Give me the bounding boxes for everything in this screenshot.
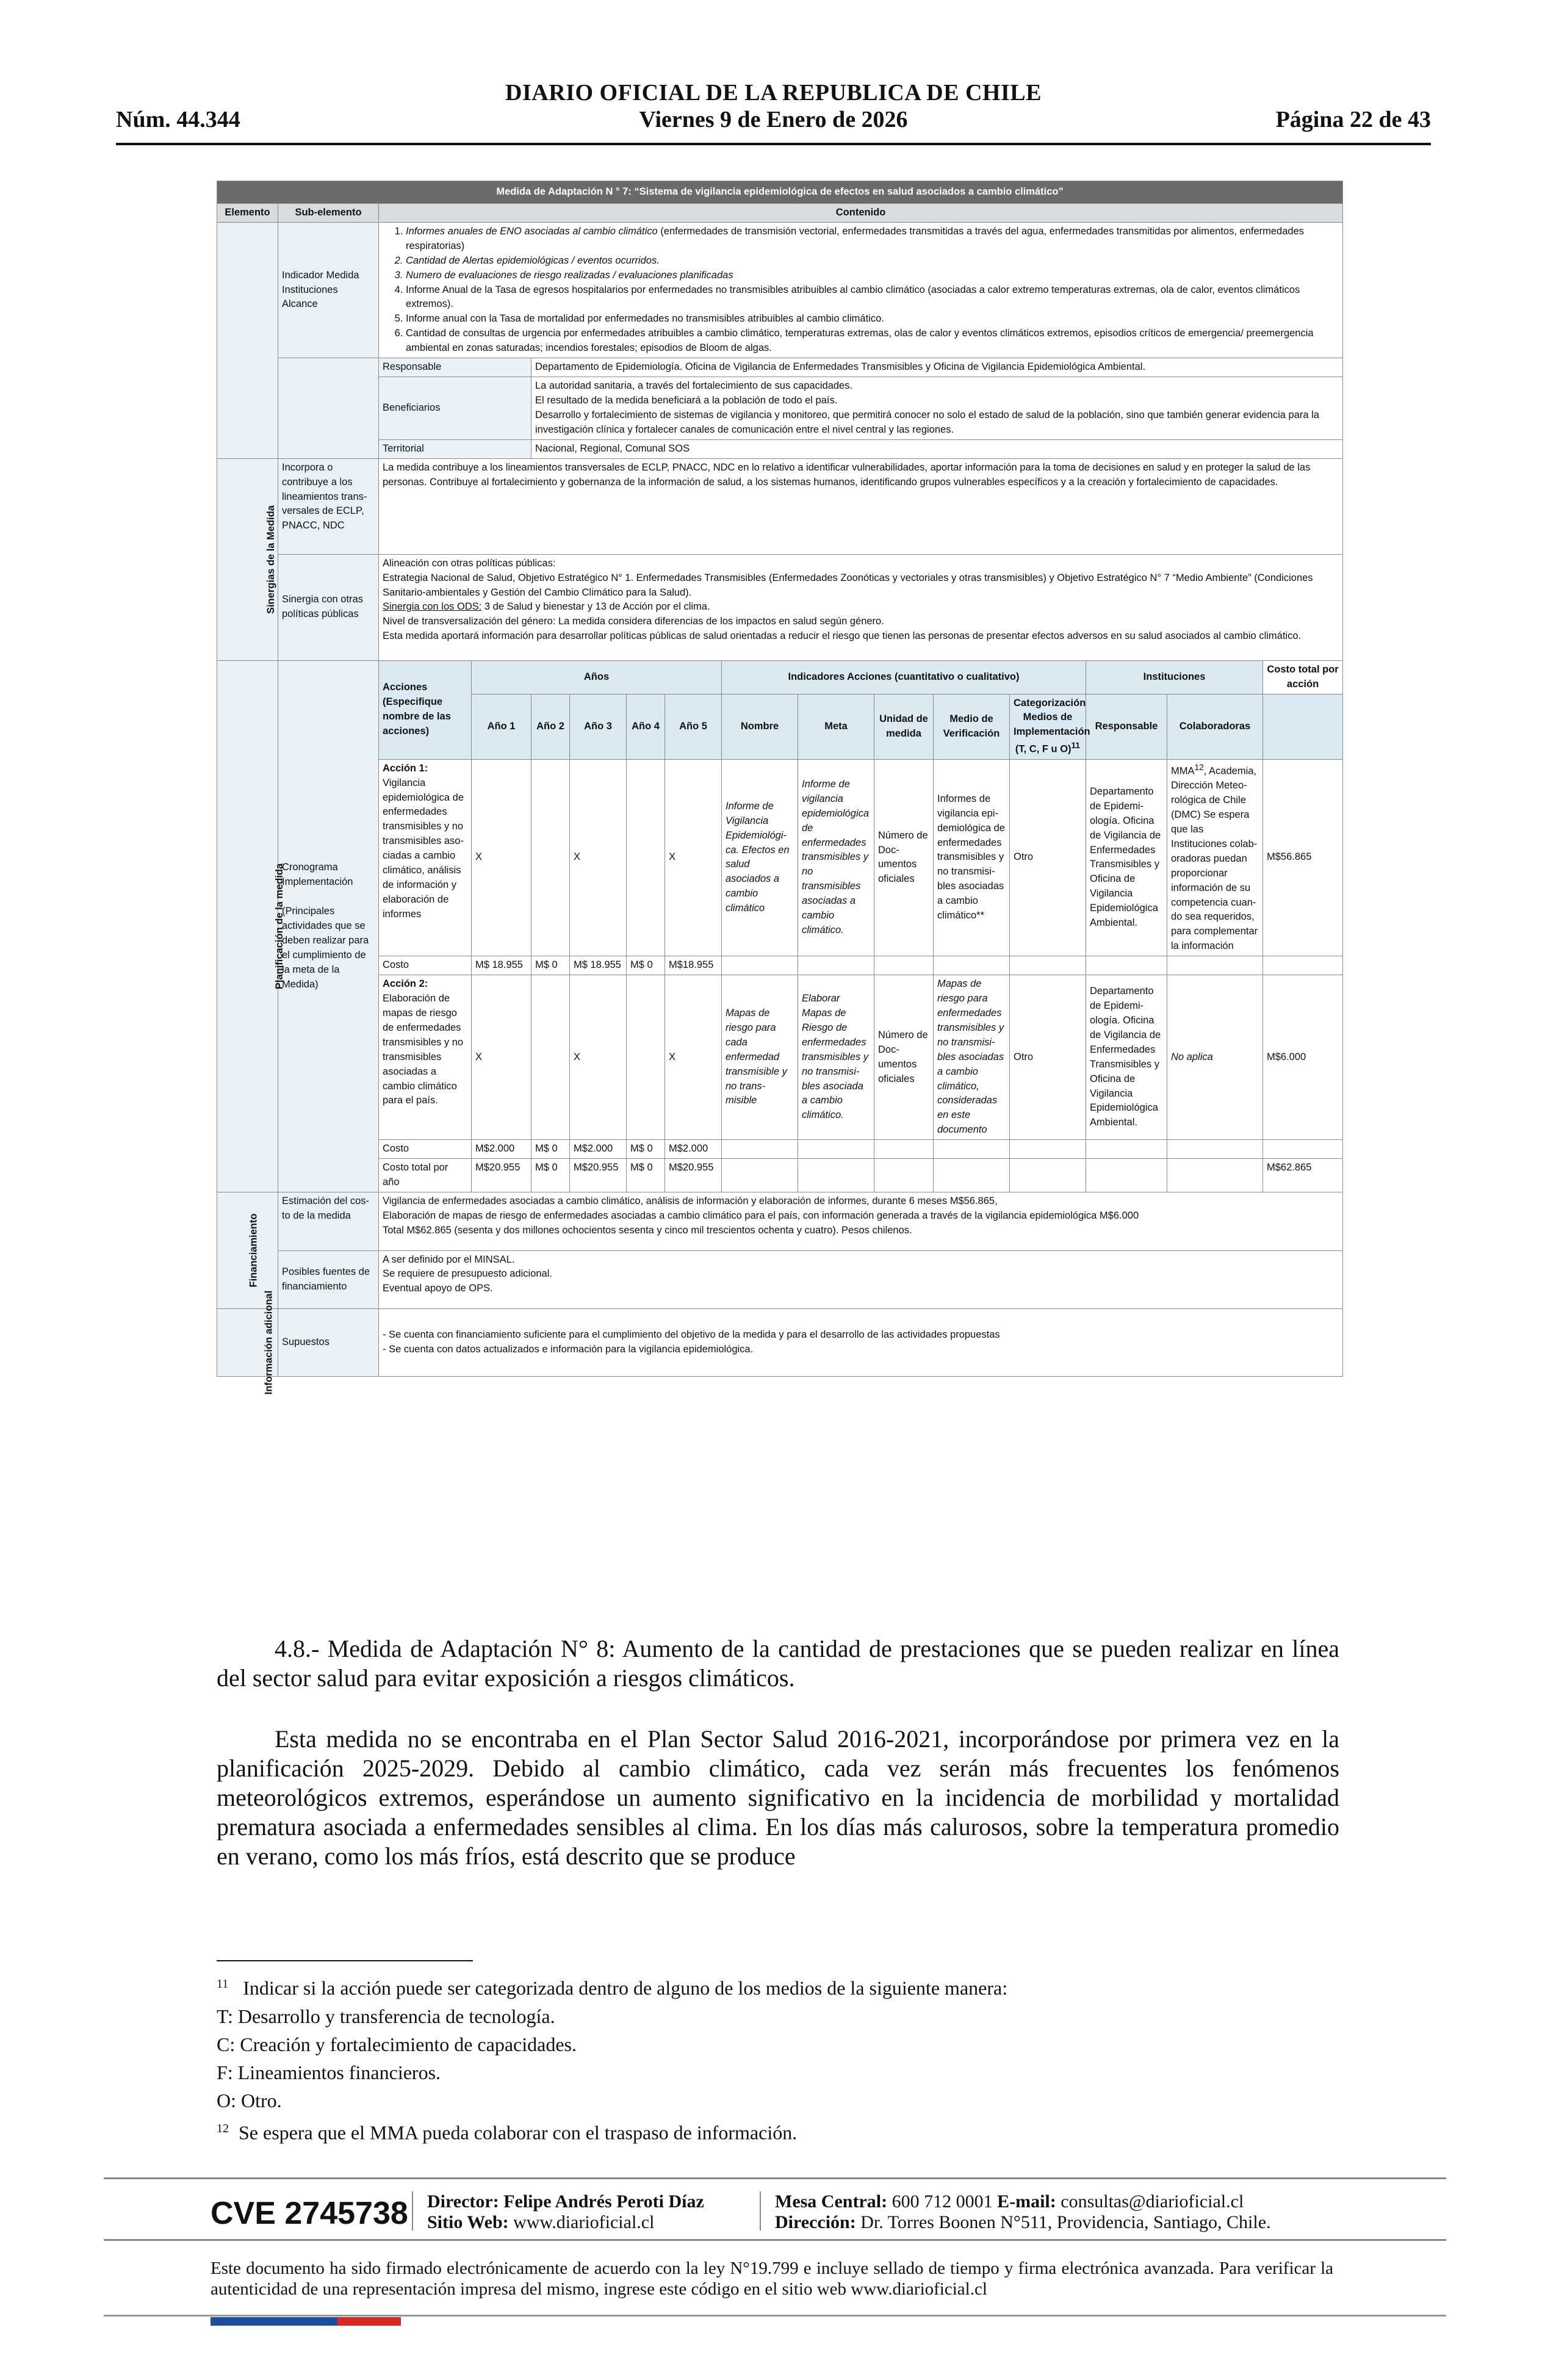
accion1-responsable: Departamento de Epidemi-ología. Oficina de Vigilancia de Enfermedades Transmisibles y Oficina de Vigilancia Epidemiológica Ambiental. — [1086, 759, 1167, 956]
costo-cell: M$ 0 — [531, 1140, 570, 1159]
responsable-label: Responsable — [379, 358, 531, 377]
hdr-nombre: Nombre — [722, 694, 798, 759]
hdr-meta: Meta — [798, 694, 874, 759]
flag-segment — [337, 2317, 401, 2326]
costo-total-cell: M$20.955 — [665, 1159, 722, 1192]
beneficiarios-value: La autoridad sanitaria, a través del fortalecimiento de sus capacidades. El resultado de la medida beneficiará a la población de todo el país. Desarrollo y fortalecimiento de sistemas de vigilancia y monitoreo, que permitirá conocer no solo el estado de salud de la población, sino que también generar evidencia para la investigación clínica y fortalecer canales de comunicación entre el nivel central y las regiones. — [531, 377, 1343, 440]
list-item: 5. Informe anual con la Tasa de mortalidad por enfermedades no transmisibles atribuibles al cambio climático. — [406, 312, 1339, 326]
indicadores-list — [379, 222, 1343, 358]
costo-cell: M$ 18.955 — [570, 956, 627, 975]
accion1-costo-total: M$56.865 — [1263, 759, 1343, 956]
page-number: Página 22 de 43 — [1275, 107, 1431, 132]
year-header: Año 1 — [472, 694, 531, 759]
table-row — [217, 1140, 1343, 1159]
accion1-cell: Acción 1: Vigilancia epidemiológica de enfermedades transmisibles y no transmisibles aso-ciadas a cambio climático, análisis de información y elaboración de informes — [379, 759, 472, 956]
accion2-costo-total: M$6.000 — [1263, 975, 1343, 1140]
footnote-11: $^{11}$ Indicar si la acción puede ser categorizada dentro de alguno de los medios de la siguiente manera: — [217, 1977, 1008, 1999]
costo-cell: M$ 0 — [627, 1140, 665, 1159]
accion1-unidad: Número de Doc-umentos oficiales — [874, 759, 934, 956]
year-mark: X — [472, 759, 531, 956]
year-mark — [627, 759, 665, 956]
table-title: Medida de Adaptación N ° 7: “Sistema de vigilancia epidemiológica de efectos en salud asociados a cambio climático” — [217, 181, 1343, 204]
costo-total-general: M$62.865 — [1263, 1159, 1343, 1192]
year-header: Año 5 — [665, 694, 722, 759]
footer-contact: Mesa Central: 600 712 0001 E-mail: consultas@diarioficial.cl Dirección: Dr. Torres Boonen N°511, Providencia, Santiago, Chile. — [775, 2191, 1271, 2232]
list-item: 3. Numero de evaluaciones de riesgo realizadas / evaluaciones planificadas — [406, 269, 1339, 283]
costo-cell: M$2.000 — [472, 1140, 531, 1159]
table-row — [217, 759, 1343, 956]
footer-divider — [412, 2191, 413, 2230]
accion2-responsable: Departamento de Epidemi-ología. Oficina de Vigilancia de Enfermedades Transmisibles y Oficina de Vigilancia Epidemiológica Ambiental. — [1086, 975, 1167, 1140]
footnote-item: T: Desarrollo y transferencia de tecnología. — [217, 2005, 555, 2027]
hdr-instituciones: Instituciones — [1086, 660, 1263, 694]
supuestos-text: - Se cuenta con financiamiento suficiente para el cumplimiento del objetivo de la medida y para el desarrollo de las actividades propuestas - Se cuenta con datos actualizados e información para la vigilancia epidemiológica. — [379, 1309, 1343, 1377]
costo-total-cell: M$ 0 — [531, 1159, 570, 1192]
list-item: 1. Informes anuales de ENO asociadas al cambio climático (enfermedades de transmisión vectorial, enfermedades transmitidas a través del agua, enfermedades transmitidas por alimentos, enfermedades respiratorias) — [406, 225, 1339, 254]
sinergia-text: Alineación con otras políticas públicas: Estrategia Nacional de Salud, Objetivo Estratégico N° 1. Enfermedades Transmisibles (Enfermedades Zoonóticas y vectoriales y otras transmisibles) y Objetivo Estratégico N° 7 “Medio Ambiente” (Condiciones Sanitario-ambientales y Gestión del Cambio Climático para la Salud). Sinergia con los ODS: 3 de Salud y bienestar y 13 de Acción por el clima. Nivel de transversalización del género: La medida considera diferencias de los impactos en salud según género. Esta medida aportará información para desarrollar políticas públicas de salud orientadas a reducir el riesgo que tienen las personas de presentar efectos adversos en su salud asociados al cambio climático. — [379, 554, 1343, 660]
costo-cell: M$ 0 — [531, 956, 570, 975]
costo-label: Costo — [379, 1140, 472, 1159]
hdr-unidad: Unidad de medida — [874, 694, 934, 759]
costo-label: Costo — [379, 956, 472, 975]
accion1-medio: Informes de vigilancia epi-demiológica de enfermedades transmisibles y no transmisi-bles asociadas a cambio climático** — [934, 759, 1010, 956]
costo-total-anio-label: Costo total por año — [379, 1159, 472, 1192]
accion2-cell: Acción 2: Elaboración de mapas de riesgo de enfermedades transmisibles y no transmisibles asociadas a cambio climático para el país. — [379, 975, 472, 1140]
year-mark: X — [665, 759, 722, 956]
year-mark — [531, 759, 570, 956]
costo-cell: M$ 18.955 — [472, 956, 531, 975]
list-item: 6. Cantidad de consultas de urgencia por enfermedades atribuibles a cambio climático, temperaturas extremas, olas de calor y eventos climáticos extremos, episodios críticos de emergencia/ preemergencia ambiental en zonas saturadas; incendios forestales; episodios de Bloom de algas. — [406, 326, 1339, 356]
table-row — [217, 1159, 1343, 1192]
territorial-value: Nacional, Regional, Comunal SOS — [531, 439, 1343, 458]
issue-number: Núm. 44.344 — [116, 107, 240, 132]
beneficiarios-label: Beneficiarios — [379, 377, 531, 440]
footer-rule — [104, 2315, 1446, 2317]
accion2-colaboradoras: No aplica — [1167, 975, 1263, 1140]
section-heading-paragraph: 4.8.- Medida de Adaptación N° 8: Aumento de la cantidad de prestaciones que se pueden realizar en línea del sector salud para evitar exposición a riesgos climáticos. — [217, 1635, 1339, 1692]
hdr-costo-total: Costo total por acción — [1263, 660, 1343, 694]
year-header: Año 3 — [570, 694, 627, 759]
masthead: DIARIO OFICIAL DE LA REPUBLICA DE CHILE — [505, 80, 1042, 106]
accion2-unidad: Número de Doc-umentos oficiales — [874, 975, 934, 1140]
estimacion-label: Estimación del cos-to de la medida — [278, 1192, 379, 1251]
email-link[interactable]: consultas@diarioficial.cl — [1061, 2191, 1244, 2212]
costo-cell: M$18.955 — [665, 956, 722, 975]
costo-total-cell: M$ 0 — [627, 1159, 665, 1192]
territorial-label: Territorial — [379, 439, 531, 458]
website-link[interactable]: www.diarioficial.cl — [513, 2212, 655, 2232]
hdr-acciones: Acciones (Especifique nombre de las acciones) — [379, 660, 472, 759]
footnote-12: $^{12}$ Se espera que el MMA pueda colaborar con el traspaso de información. — [217, 2121, 798, 2144]
issue-date: Viernes 9 de Enero de 2026 — [639, 107, 908, 132]
estimacion-text: Vigilancia de enfermedades asociadas a cambio climático, análisis de información y elaboración de informes, durante 6 meses M$56.865, Elaboración de mapas de riesgo de enfermedades asociadas a cambio climático para el país, con información generada a través de la vigilancia epidemiológica M$6.000 Total M$62.865 (sesenta y dos millones ochocientos sesenta y cinco mil trescientos ochenta y cuatro). Pesos chilenos. — [379, 1192, 1343, 1251]
signature-note: Este documento ha sido firmado electrónicamente de acuerdo con la ley N°19.799 e incluye sellado de tiempo y firma electrónica avanzada. Para verificar la autenticidad de una representación impresa del mismo, ingrese este código en el sitio web www.diarioficial.cl — [211, 2259, 1333, 2299]
hdr-anos: Años — [472, 660, 722, 694]
table-row — [217, 956, 1343, 975]
year-mark: X — [665, 975, 722, 1140]
costo-cell: M$2.000 — [665, 1140, 722, 1159]
indicador-label: Indicador Medida Instituciones Alcance — [278, 222, 379, 358]
col-elemento: Elemento — [217, 203, 278, 222]
hdr-indicadores: Indicadores Acciones (cuantitativo o cualitativo) — [722, 660, 1086, 694]
accion1-colaboradoras: MMA$^{12}$, Academia, Dirección Meteo-rológica de Chile (DMC) Se espera que las Instituciones colab-oradoras puedan proporcionar información de su competencia cuan-do sea requeridos, para complementar la información — [1167, 759, 1263, 956]
accion2-categoria: Otro — [1010, 975, 1086, 1140]
subelement-blank — [278, 358, 379, 459]
responsable-value: Departamento de Epidemiología. Oficina de Vigilancia de Enfermedades Transmisibles y Oficina de Vigilancia Epidemiológica Ambiental. — [531, 358, 1343, 377]
fuentes-label: Posibles fuentes de financiamiento — [278, 1250, 379, 1309]
hdr-colaboradoras: Colaboradoras — [1167, 694, 1263, 759]
cronograma-label: Cronograma Implementación (Principales actividades que se deben realizar para el cumplimiento de la meta de la Medida) — [278, 660, 379, 1192]
col-contenido: Contenido — [379, 203, 1343, 222]
flag-stripe — [211, 2317, 401, 2326]
sinergias-element: Sinergias de la Medida — [217, 458, 278, 660]
footer-divider — [760, 2191, 761, 2230]
page-header — [116, 74, 1431, 145]
list-item: 2. Cantidad de Alertas epidemiológicas / eventos ocurridos. — [406, 254, 1339, 269]
year-mark: X — [570, 759, 627, 956]
hdr-categorizacion: Categorización Medios de Implementación (T, C, F u O)$^{11}$ — [1010, 694, 1086, 759]
accion1-meta: Informe de vigilancia epidemiológica de enfermedades transmisibles y no transmisibles asociadas a cambio climático. — [798, 759, 874, 956]
costo-cell: M$ 0 — [627, 956, 665, 975]
year-mark: X — [472, 975, 531, 1140]
costo-cell: M$2.000 — [570, 1140, 627, 1159]
col-subelemento: Sub-elemento — [278, 203, 379, 222]
element-cell-blank — [217, 222, 278, 458]
body-paragraph: Esta medida no se encontraba en el Plan Sector Salud 2016-2021, incorporándose por primera vez en la planificación 2025-2029. Debido al cambio climático, cada vez serán más frecuentes los fenómenos meteorológicos extremos, esperándose un aumento significativo en la incidencia de morbilidad y mortalidad prematura asociada a enfermedades sensibles al clima. En los días más calurosos, sobre la temperatura promedio en verano, como los más fríos, está descrito que se produce — [217, 1725, 1339, 1870]
supuestos-label: Supuestos — [278, 1309, 379, 1377]
flag-segment — [211, 2317, 274, 2326]
lineamientos-label: Incorpora o contribuye a los lineamientos trans-versales de ECLP, PNACC, NDC — [278, 458, 379, 554]
cve-code: CVE 2745738 — [211, 2196, 408, 2231]
footer-director: Director: Felipe Andrés Peroti Díaz Sitio Web: www.diarioficial.cl — [427, 2191, 704, 2232]
accion1-categoria: Otro — [1010, 759, 1086, 956]
accion2-nombre: Mapas de riesgo para cada enfermedad transmisible y no trans-misible — [722, 975, 798, 1140]
footer-box — [104, 2177, 1446, 2241]
year-header: Año 2 — [531, 694, 570, 759]
hdr-responsable: Responsable — [1086, 694, 1167, 759]
sinergia-label: Sinergia con otras políticas públicas — [278, 554, 379, 660]
accion1-nombre: Informe de Vigilancia Epidemiológi-ca. Efectos en salud asociados a cambio climático — [722, 759, 798, 956]
accion2-medio: Mapas de riesgo para enfermedades transmisibles y no transmisi-bles asociadas a cambio climático, consideradas en este documento — [934, 975, 1010, 1140]
year-mark — [627, 975, 665, 1140]
flag-segment — [274, 2317, 337, 2326]
lineamientos-text: La medida contribuye a los lineamientos transversales de ECLP, PNACC, NDC en lo relativo a identificar vulnerabilidades, aportar información para la toma de decisiones en salud y en proteger la salud de las personas. Contribuye al fortalecimiento y gobernanza de la información de salud, a los sistemas humanos, identificando grupos vulnerables específicos y a la creación y fortalecimiento de capacidades. — [379, 458, 1343, 554]
list-item: 4. Informe Anual de la Tasa de egresos hospitalarios por enfermedades no transmisibles atribuibles al cambio climático (asociadas a calor extremo temperaturas extremas, ola de calor, eventos climáticos extremos). — [406, 283, 1339, 312]
year-mark — [531, 975, 570, 1140]
financiamiento-element: Financiamiento — [217, 1192, 278, 1309]
footnote-item: F: Lineamientos financieros. — [217, 2061, 441, 2083]
planificacion-element: Planificación de la medida — [217, 660, 278, 1192]
footnote-divider — [217, 1960, 473, 1961]
year-header: Año 4 — [627, 694, 665, 759]
costo-total-cell: M$20.955 — [570, 1159, 627, 1192]
info-element: Información adicional — [217, 1309, 278, 1377]
footnote-item: C: Creación y fortalecimiento de capacidades. — [217, 2033, 577, 2055]
fuentes-text: A ser definido por el MINSAL. Se requiere de presupuesto adicional. Eventual apoyo de OPS. — [379, 1250, 1343, 1309]
hdr-costo-blank — [1263, 694, 1343, 759]
footnote-item: O: Otro. — [217, 2089, 282, 2111]
year-mark: X — [570, 975, 627, 1140]
footnotes — [217, 1970, 1339, 2146]
hdr-medio: Medio de Verificación — [934, 694, 1010, 759]
accion2-meta: Elaborar Mapas de Riesgo de enfermedades transmisibles y no transmisi-bles asociada a cambio climático. — [798, 975, 874, 1140]
table-row — [217, 975, 1343, 1140]
measure-table — [217, 181, 1343, 1395]
costo-total-cell: M$20.955 — [472, 1159, 531, 1192]
